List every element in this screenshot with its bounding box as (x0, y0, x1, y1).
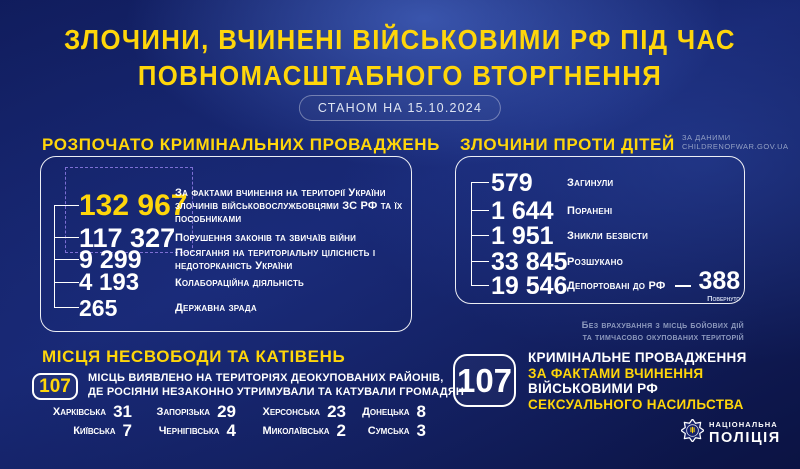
stat-row (491, 198, 612, 224)
stat-label: Колабораційна діяльність (175, 276, 304, 289)
bracket-tick (471, 261, 489, 262)
stat-value: 33 845 (491, 247, 568, 276)
region-item (242, 404, 346, 420)
stat-value: 265 (79, 294, 118, 321)
stat-row (79, 295, 410, 321)
stat-value: 1 644 (491, 196, 554, 225)
stat-label: Розшукано (567, 255, 624, 268)
region-name: Сумська (367, 425, 410, 437)
region-item (352, 404, 426, 420)
region-value: 8 (416, 402, 426, 421)
source-line2: CHILDRENOFWAR.GOV.UA (682, 142, 789, 151)
stat-value: 1 951 (491, 221, 554, 250)
stat-label: Поранені (567, 204, 613, 217)
stat-label: Депортовані до РФ (567, 279, 666, 292)
stat-row (491, 267, 741, 304)
stat-value: 579 (491, 168, 533, 197)
sexual-violence-count-badge: 107 (453, 354, 516, 407)
bracket-tick (54, 205, 79, 206)
sexual-violence-line1: КРИМІНАЛЬНЕ ПРОВАДЖЕННЯ (528, 350, 747, 365)
returned-group (698, 269, 740, 303)
connector-dash (675, 285, 691, 287)
sexual-violence-line3: ВІЙСЬКОВИМИ РФ (528, 381, 659, 396)
region-item (138, 423, 236, 439)
sexual-violence-line2: ЗА ФАКТАМИ ВЧИНЕННЯ (528, 365, 704, 381)
region-value: 4 (226, 421, 236, 440)
detention-desc-line2: ДЕ РОСІЯНИ НЕЗАКОННО УТРИМУВАЛИ ТА КАТУВАЛИ ГРОМАДЯН (88, 385, 465, 398)
region-name: Херсонська (262, 406, 321, 418)
region-item (352, 423, 426, 439)
proceedings-header: РОЗПОЧАТО КРИМІНАЛЬНИХ ПРОВАДЖЕНЬ (42, 135, 440, 154)
bracket-tick (54, 282, 79, 283)
main-title-line1: ЗЛОЧИНИ, ВЧИНЕНІ ВІЙСЬКОВИМИ РФ ПІД ЧАС (64, 24, 736, 55)
police-logo-text (709, 421, 781, 445)
bracket-tick (54, 307, 79, 308)
bracket-tick (471, 285, 489, 286)
stat-label: За фактами вчинення на території України злочинів військовослужбовцями ЗС РФ та їх пособниками (175, 186, 403, 225)
proceedings-box (40, 156, 412, 332)
data-source-note (682, 133, 789, 151)
footnote-line1: Без врахування з місць бойових дій (581, 320, 744, 331)
date-pill: СТАНОМ НА 15.10.2024 (299, 95, 501, 121)
bracket-line (54, 206, 55, 308)
main-title-line2: ПОВНОМАСШТАБНОГО ВТОРГНЕННЯ (137, 60, 663, 91)
region-name: Київська (73, 425, 116, 437)
bracket-tick (471, 235, 489, 236)
region-name: Миколаївська (262, 425, 330, 437)
region-value: 31 (113, 402, 132, 421)
region-name: Харківська (52, 406, 107, 418)
footnote-line2: та тимчасово окупованих територій (582, 331, 744, 343)
stat-label: Посягання на територіальну цілісність і недоторканість України (175, 247, 376, 272)
region-name: Запорізька (156, 406, 211, 418)
stat-value: 19 546 (491, 271, 568, 300)
stat-row (79, 270, 410, 296)
bracket-tick (54, 259, 79, 260)
stat-value: 132 967 (79, 189, 188, 222)
stat-row (491, 223, 648, 249)
stat-label: Порушення законів та звичаїв війни (175, 231, 357, 244)
regions-grid (40, 402, 426, 440)
children-crimes-header: ЗЛОЧИНИ ПРОТИ ДІТЕЙ (460, 135, 675, 154)
children-crimes-box (455, 156, 745, 304)
region-item (40, 423, 132, 439)
detention-desc-line1: МІСЦЬ ВИЯВЛЕНО НА ТЕРИТОРІЯХ ДЕОКУПОВАНИХ РАЙОНІВ, (88, 372, 444, 384)
stat-row (491, 170, 613, 196)
stat-value: 9 299 (79, 245, 142, 274)
region-value: 23 (327, 402, 346, 421)
detention-header: МІСЦЯ НЕСВОБОДИ ТА КАТІВЕНЬ (42, 347, 346, 366)
detention-count-badge: 107 (32, 373, 78, 400)
national-police-logo (681, 419, 781, 447)
region-value: 29 (217, 402, 236, 421)
returned-label: Повернуто (707, 294, 741, 304)
bracket-tick (471, 182, 489, 183)
region-item (242, 423, 346, 439)
region-value: 7 (122, 421, 132, 440)
stat-label: Зникли безвісти (567, 229, 649, 242)
police-logo-line1: НАЦІОНАЛЬНА (709, 420, 778, 429)
sexual-violence-line4: СЕКСУАЛЬНОГО НАСИЛЬСТВА (528, 396, 744, 412)
sexual-violence-text (528, 350, 747, 412)
region-value: 2 (336, 421, 346, 440)
stat-value: 4 193 (79, 269, 140, 296)
region-name: Донецька (362, 406, 410, 418)
bracket-tick (54, 237, 79, 238)
region-name: Чернігівська (158, 425, 220, 437)
stat-label: Державна зрада (175, 301, 257, 314)
detention-description (88, 372, 464, 399)
bracket-tick (471, 210, 489, 211)
returned-value: 388 (698, 267, 741, 296)
region-item (138, 404, 236, 420)
children-footnote (582, 320, 744, 343)
police-logo-line2: ПОЛІЦІЯ (709, 429, 781, 446)
police-badge-icon (681, 419, 704, 447)
stat-value: 117 327 (79, 222, 176, 253)
stat-label: Загинули (567, 176, 614, 189)
region-value: 3 (416, 421, 426, 440)
region-item (40, 404, 132, 420)
source-line1: ЗА ДАНИМИ (682, 133, 731, 142)
